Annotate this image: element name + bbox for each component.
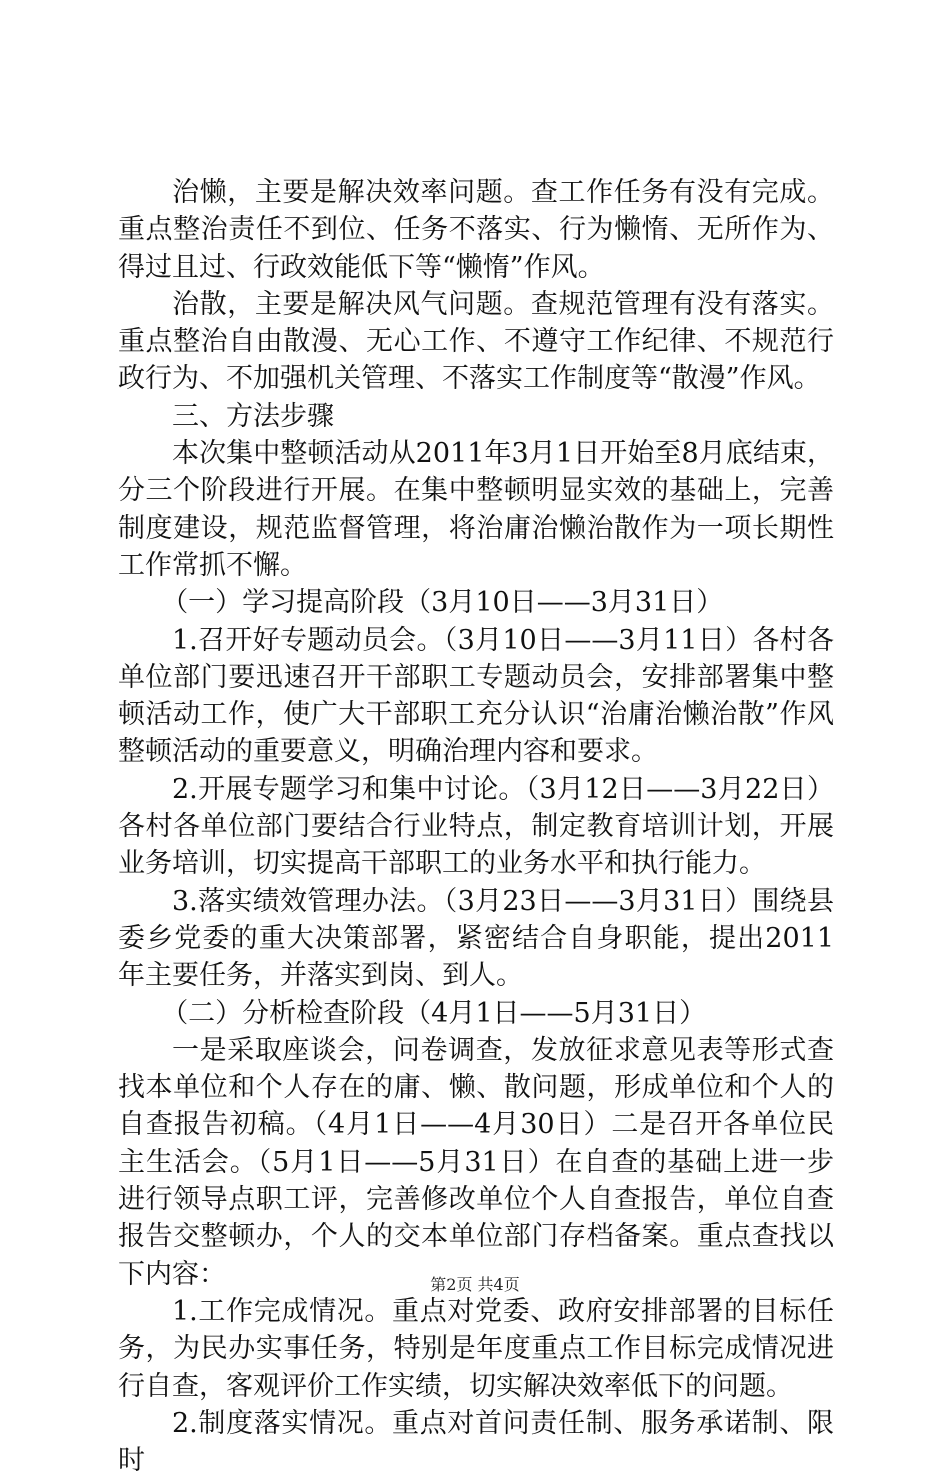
paragraph-item-2: 2.开展专题学习和集中讨论。（3月12日——3月22日）各村各单位部门要结合行业特点，制定教育培训计划，开展业务培训，切实提高干部职工的业务水平和执行能力。: [118, 773, 834, 880]
paragraph-check-1: 1.工作完成情况。重点对党委、政府安排部署的目标任务，为民办实事任务，特别是年度重点工作目标完成情况进行自查，客观评价工作实绩，切实解决效率低下的问题。: [118, 1295, 834, 1402]
paragraph-item-1: 1.召开好专题动员会。（3月10日——3月11日）各村各单位部门要迅速召开干部职工专题动员会，安排部署集中整顿活动工作，使广大干部职工充分认识“治庸治懒治散”作风整顿活动的重要意义，明确治理内容和要求。: [118, 624, 834, 768]
paragraph-zhi-san: 治散，主要是解决风气问题。查规范管理有没有落实。重点整治自由散漫、无心工作、不遵守工作纪律、不规范行政行为、不加强机关管理、不落实工作制度等“散漫”作风。: [118, 288, 834, 395]
paragraph-item-3: 3.落实绩效管理办法。（3月23日——3月31日）围绕县委乡党委的重大决策部署，紧密结合自身职能，提出2011年主要任务，并落实到岗、到人。: [118, 885, 834, 992]
page-footer: 第2页 共4页: [430, 1275, 520, 1294]
paragraph-zhi-lan: 治懒，主要是解决效率问题。查工作任务有没有完成。重点整治责任不到位、任务不落实、行为懒惰、无所作为、得过且过、行政效能低下等“懒惰”作风。: [118, 177, 834, 283]
stage-heading-analysis: （二）分析检查阶段（4月1日——5月31日）: [161, 997, 707, 1029]
paragraph-analysis: 一是采取座谈会，问卷调查，发放征求意见表等形式查找本单位和个人存在的庸、懒、散问题，形成单位和个人的自查报告初稿。（4月1日——4月30日）二是召开各单位民主生活会。（5月1日——5月31日）在自查的基础上进一步进行领导点职工评，完善修改单位个人自查报告，单位自查报告交整顿办，个人的交本单位部门存档备案。重点查找以下内容：: [118, 1034, 834, 1290]
stage-heading-study: （一）学习提高阶段（3月10日——3月31日）: [161, 587, 724, 619]
paragraph-overview: 本次集中整顿活动从2011年3月1日开始至8月底结束，分三个阶段进行开展。在集中整顿明显实效的基础上，完善制度建设，规范监督管理，将治庸治懒治散作为一项长期性工作常抓不懈。: [118, 438, 834, 581]
section-heading-methods: 三、方法步骤: [172, 400, 334, 432]
paragraph-check-2: 2.制度落实情况。重点对首问责任制、服务承诺制、限时: [118, 1407, 834, 1477]
